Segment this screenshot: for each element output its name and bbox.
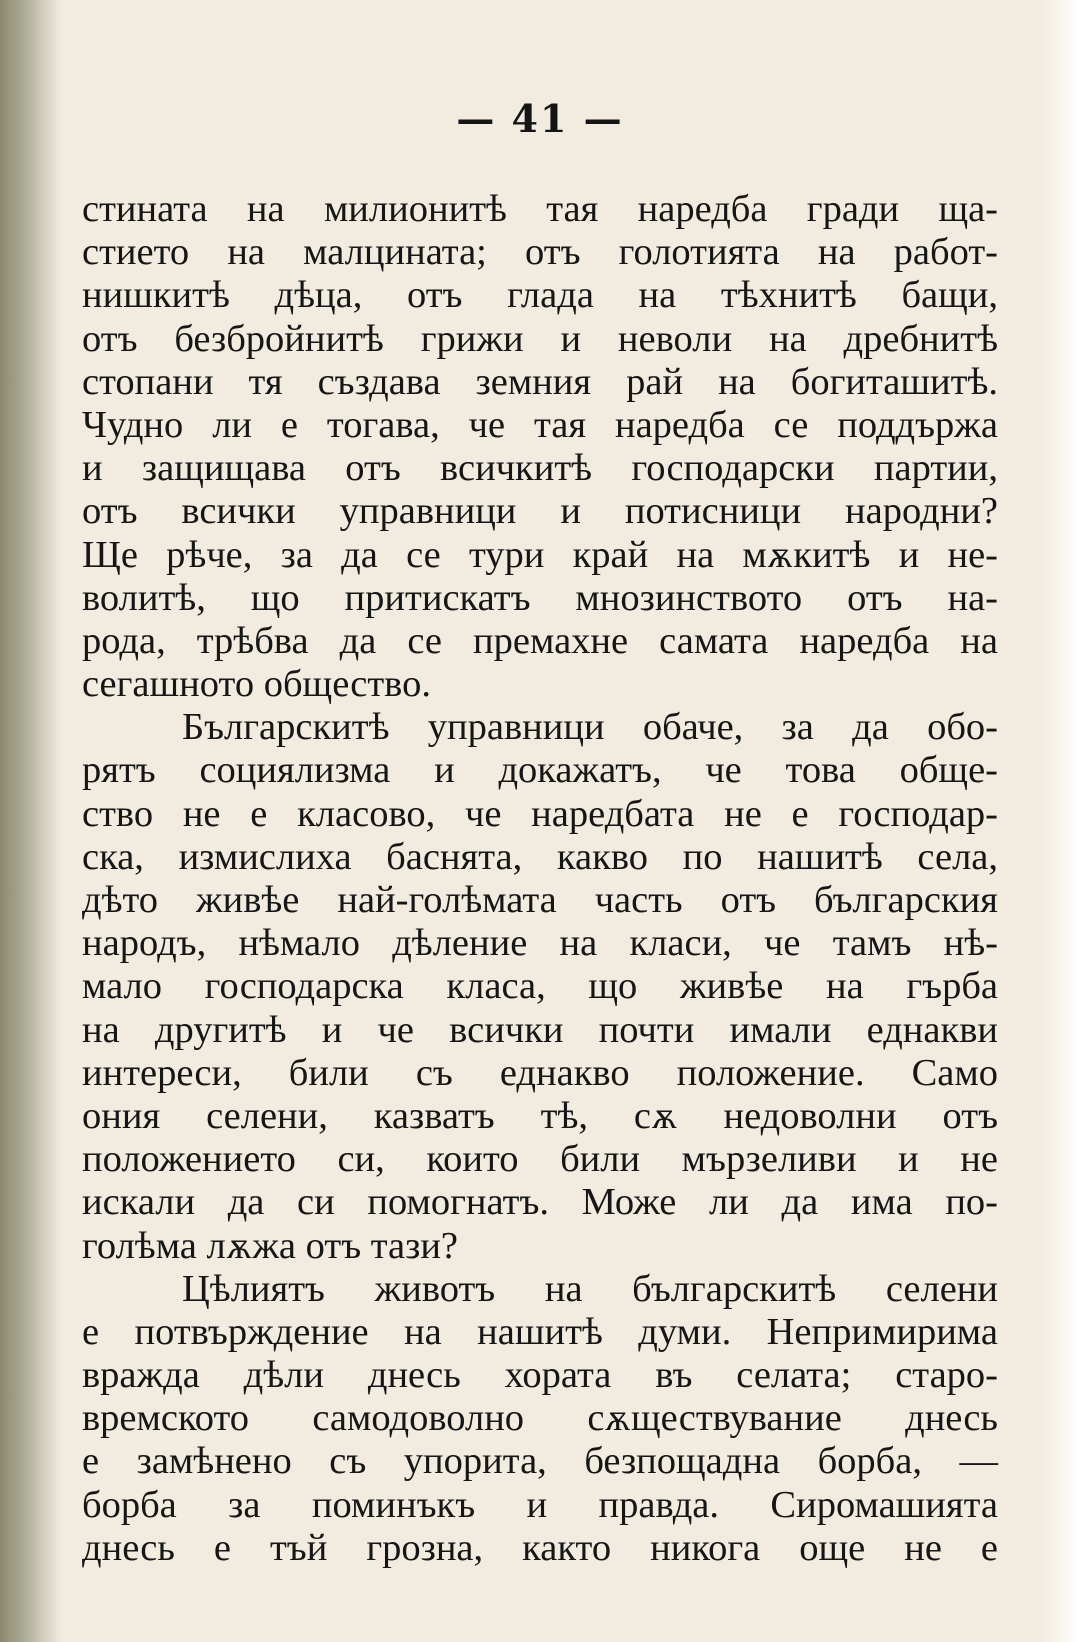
- text-line: ска, измислиха баснята, какво по нашитѣ села,: [82, 835, 998, 878]
- text-line: и защищава отъ всичкитѣ господарски партии,: [82, 447, 998, 490]
- text-line: Чудно ли е тогава, че тая наредба се поддържа: [82, 403, 998, 446]
- text-line: Ще рѣче, за да се тури край на мѫкитѣ и не-: [82, 533, 998, 576]
- text-line: сегашното общество.: [82, 663, 431, 706]
- text-line: народъ, нѣмало дѣление на класи, че тамъ нѣ-: [82, 922, 998, 965]
- text-line: е потвърждение на нашитѣ думи. Непримирима: [82, 1310, 998, 1353]
- text-line: ство не е класово, че наредбата не е господар-: [82, 792, 998, 835]
- text-line: стината на милионитѣ тая наредба гради ща-: [82, 188, 998, 230]
- text-line: отъ безбройнитѣ грижи и неволи на дребнитѣ: [82, 317, 998, 360]
- text-line: отъ всички управници и потисници народни?: [82, 490, 998, 533]
- text-line: стопани тя създава земния рай на богиташитѣ.: [82, 360, 998, 403]
- text-line: Цѣлиятъ животъ на българскитѣ селени: [182, 1267, 998, 1310]
- text-line: ония селени, казватъ тѣ, сѫ недоволни отъ: [82, 1094, 998, 1137]
- text-line: вражда дѣли днесь хората въ селата; старо-: [82, 1354, 998, 1397]
- text-line: стието на малцината; отъ голотията на работ-: [82, 231, 998, 274]
- text-line: положението си, които били мързеливи и не: [82, 1138, 998, 1181]
- text-line: рода, трѣбва да се премахне самата наредба на: [82, 619, 998, 662]
- text-line: е замѣнено съ упорита, безпощадна борба, —: [82, 1440, 998, 1483]
- text-line: волитѣ, що притискатъ мнозинството отъ на-: [82, 576, 998, 619]
- text-line: рятъ социялизма и докажатъ, че това обще-: [82, 749, 998, 792]
- page-spine-shadow: [0, 0, 62, 1642]
- text-line: голѣма лѫжа отъ тази?: [82, 1224, 459, 1267]
- page-number: — 41 —: [456, 96, 624, 141]
- text-line: на другитѣ и че всички почти имали еднакви: [82, 1008, 998, 1051]
- body-text: [82, 188, 998, 1570]
- text-line: мало господарска класа, що живѣе на гърба: [82, 965, 998, 1008]
- page-right-edge: [1040, 0, 1080, 1642]
- text-line: интереси, били съ еднакво положение. Само: [82, 1051, 998, 1094]
- text-line: днесь е тъй грозна, както никога още не е: [82, 1526, 998, 1569]
- text-line: нишкитѣ дѣца, отъ глада на тѣхнитѣ бащи,: [82, 274, 998, 317]
- text-line: борба за поминъкъ и правда. Сиромашията: [82, 1483, 998, 1526]
- text-line: Българскитѣ управници обаче, за да обо-: [182, 706, 998, 749]
- text-line: дѣто живѣе най-голѣмата часть отъ българския: [82, 879, 998, 921]
- text-line: времското самодоволно сѫществувание днесь: [82, 1397, 998, 1440]
- text-line: искали да си помогнатъ. Може ли да има по-: [82, 1181, 998, 1224]
